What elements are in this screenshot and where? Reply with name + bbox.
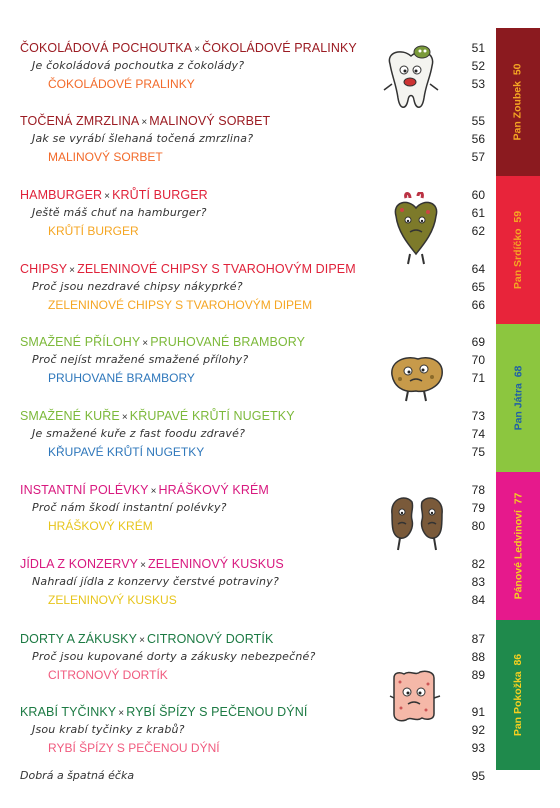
page-number: 52 — [471, 59, 485, 73]
recipe-title: KŘUPAVÉ KRŮTÍ NUGETKY — [48, 445, 205, 459]
toc-question-row[interactable] — [20, 425, 485, 443]
page-number: 62 — [471, 224, 485, 238]
page-number: 56 — [471, 132, 485, 146]
separator-mark: × — [69, 265, 76, 276]
title-healthy-food: MALINOVÝ SORBET — [149, 114, 271, 128]
tab-page: 77 — [512, 492, 524, 505]
title-junk-food: SMAŽENÉ KUŘE — [20, 409, 120, 423]
question-text: Je smažené kuře z fast foodu zdravé? — [32, 427, 246, 440]
title-healthy-food: ČOKOLÁDOVÉ PRALINKY — [202, 41, 357, 55]
separator-mark: × — [194, 44, 201, 55]
title-healthy-food: ZELENINOVÝ KUSKUS — [148, 557, 284, 571]
page-number: 71 — [471, 371, 485, 385]
page-number: 84 — [471, 593, 485, 607]
toc-recipe-row[interactable] — [20, 591, 485, 609]
page-number: 83 — [471, 575, 485, 589]
toc-recipe-row[interactable] — [20, 739, 485, 757]
recipe-title: PRUHOVANÉ BRAMBORY — [48, 371, 195, 385]
kidneys-character-icon — [386, 488, 448, 556]
recipe-title: CITRONOVÝ DORTÍK — [48, 668, 168, 682]
title-healthy-food: RYBÍ ŠPÍZY S PEČENOU DÝNÍ — [126, 705, 308, 719]
toc-recipe-row[interactable] — [20, 148, 485, 166]
page-number: 95 — [471, 769, 485, 783]
title-junk-food: DORTY A ZÁKUSKY — [20, 632, 138, 646]
recipe-title: HRÁŠKOVÝ KRÉM — [48, 519, 153, 533]
title-junk-food: SMAŽENÉ PŘÍLOHY — [20, 335, 141, 349]
page-number: 65 — [471, 280, 485, 294]
toc-question-row[interactable] — [20, 130, 485, 148]
page-number: 88 — [471, 650, 485, 664]
page-number: 53 — [471, 77, 485, 91]
separator-mark: × — [142, 338, 149, 349]
separator-mark: × — [140, 560, 147, 571]
title-healthy-food: CITRONOVÝ DORTÍK — [147, 632, 274, 646]
title-junk-food: TOČENÁ ZMRZLINA — [20, 114, 140, 128]
liver-character-icon — [386, 345, 448, 405]
separator-mark: × — [141, 117, 148, 128]
page-number: 80 — [471, 519, 485, 533]
page-number: 93 — [471, 741, 485, 755]
title-junk-food: JÍDLA Z KONZERVY — [20, 557, 139, 571]
page-number: 51 — [471, 41, 485, 55]
title-junk-food: HAMBURGER — [20, 188, 103, 202]
question-text: Proč nám škodí instantní polévky? — [32, 501, 227, 514]
toc-title-row[interactable] — [20, 555, 485, 573]
tab-label: Pan Zoubek — [512, 81, 525, 141]
toc-footer-row[interactable] — [20, 767, 485, 785]
question-text: Proč nejíst mražené smažené přílohy? — [32, 353, 249, 366]
recipe-title: ZELENINOVÉ CHIPSY S TVAROHOVÝM DIPEM — [48, 298, 313, 312]
page-number: 57 — [471, 150, 485, 164]
toc-entry-chips — [20, 260, 485, 314]
recipe-title: MALINOVÝ SORBET — [48, 150, 163, 164]
question-text: Proč jsou kupované dorty a zákusky nebezpečné? — [32, 650, 316, 663]
tooth-character-icon — [380, 44, 442, 120]
recipe-title: RYBÍ ŠPÍZY S PEČENOU DÝNÍ — [48, 741, 220, 755]
question-text: Proč jsou nezdravé chipsy nákyprké? — [32, 280, 243, 293]
toc-entry-fried-chicken — [20, 407, 485, 461]
title-healthy-food: ZELENINOVÉ CHIPSY S TVAROHOVÝM DIPEM — [77, 262, 356, 276]
separator-mark: × — [121, 412, 128, 423]
page-number: 89 — [471, 668, 485, 682]
tab-pan-srdicko[interactable] — [496, 176, 540, 324]
tab-page: 86 — [512, 653, 524, 666]
tab-label: Pan Játra — [512, 383, 524, 431]
title-healthy-food: KRŮTÍ BURGER — [112, 188, 208, 202]
title-junk-food: ČOKOLÁDOVÁ POCHOUTKA — [20, 41, 193, 55]
title-junk-food: INSTANTNÍ POLÉVKY — [20, 483, 149, 497]
page-number: 78 — [471, 483, 485, 497]
title-healthy-food: HRÁŠKOVÝ KRÉM — [158, 483, 269, 497]
question-text: Nahradí jídla z konzervy čerstvé potraviny? — [32, 575, 279, 588]
page-number: 75 — [471, 445, 485, 459]
page-number: 70 — [471, 353, 485, 367]
tab-label: Pánové Ledvinoví — [512, 510, 524, 600]
page-number: 55 — [471, 114, 485, 128]
page-number: 79 — [471, 501, 485, 515]
tab-pan-zoubek[interactable] — [496, 28, 540, 176]
tab-page: 68 — [512, 365, 524, 378]
title-junk-food: CHIPSY — [20, 262, 68, 276]
tab-label: Pan Pokožka — [512, 671, 524, 737]
page-number: 60 — [471, 188, 485, 202]
page-number: 74 — [471, 427, 485, 441]
question-text: Jsou krabí tyčinky z krabů? — [32, 723, 185, 736]
title-healthy-food: PRUHOVANÉ BRAMBORY — [150, 335, 306, 349]
page-number: 73 — [471, 409, 485, 423]
page-number: 66 — [471, 298, 485, 312]
toc-recipe-row[interactable] — [20, 296, 485, 314]
toc-recipe-row[interactable] — [20, 443, 485, 461]
page-number: 91 — [471, 705, 485, 719]
tab-label: Pan Srdíčko — [512, 228, 525, 290]
page-number: 61 — [471, 206, 485, 220]
recipe-title: ZELENINOVÝ KUSKUS — [48, 593, 177, 607]
toc-title-row[interactable] — [20, 630, 485, 648]
separator-mark: × — [139, 635, 146, 646]
tab-page: 59 — [512, 210, 525, 223]
recipe-title: KRŮTÍ BURGER — [48, 224, 139, 238]
title-junk-food: KRABÍ TYČINKY — [20, 705, 117, 719]
recipe-title: ČOKOLÁDOVÉ PRALINKY — [48, 77, 195, 91]
skin-character-icon — [386, 668, 444, 732]
toc-question-row[interactable] — [20, 278, 485, 296]
footer-label: Dobrá a špatná éčka — [20, 769, 135, 782]
tab-pan-pokozka[interactable] — [496, 620, 540, 770]
toc-entry-canned-food — [20, 555, 485, 609]
separator-mark: × — [150, 486, 157, 497]
question-text: Jak se vyrábí šlehaná točená zmrzlina? — [32, 132, 254, 145]
tab-pan-jatra[interactable] — [496, 324, 540, 472]
tab-page: 50 — [512, 63, 525, 76]
toc-entry-ice-cream — [20, 112, 485, 166]
separator-mark: × — [118, 708, 125, 719]
page-number: 82 — [471, 557, 485, 571]
tab-panove-ledvinovi[interactable] — [496, 472, 540, 620]
question-text: Je čokoládová pochoutka z čokolády? — [32, 59, 245, 72]
title-healthy-food: KŘUPAVÉ KRŮTÍ NUGETKY — [129, 409, 295, 423]
page-number: 87 — [471, 632, 485, 646]
toc-question-row[interactable] — [20, 573, 485, 591]
toc-title-row[interactable] — [20, 407, 485, 425]
heart-character-icon — [388, 192, 444, 268]
page-number: 92 — [471, 723, 485, 737]
page-number: 64 — [471, 262, 485, 276]
page-number: 69 — [471, 335, 485, 349]
toc-question-row[interactable] — [20, 648, 485, 666]
question-text: Ještě máš chuť na hamburger? — [32, 206, 207, 219]
separator-mark: × — [104, 191, 111, 202]
